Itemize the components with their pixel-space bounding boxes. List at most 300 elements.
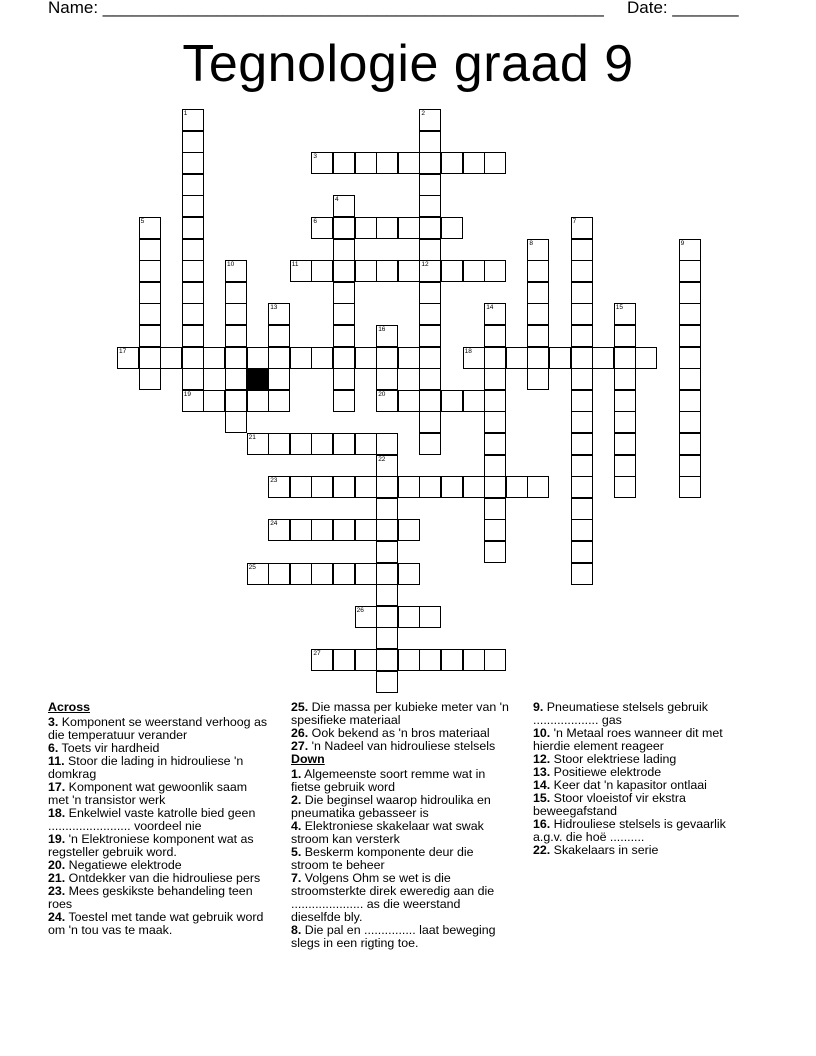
- answer-square[interactable]: [268, 476, 290, 498]
- answer-square[interactable]: [398, 476, 420, 498]
- answer-square[interactable]: [679, 455, 701, 477]
- answer-square[interactable]: [419, 606, 441, 628]
- answer-square[interactable]: [225, 260, 247, 282]
- clue-item: [533, 701, 755, 727]
- answer-square[interactable]: [182, 368, 204, 390]
- answer-square[interactable]: [419, 649, 441, 671]
- answer-square[interactable]: [203, 390, 225, 412]
- clue-number: 10: [227, 261, 235, 269]
- answer-square[interactable]: [484, 390, 506, 412]
- answer-square[interactable]: [376, 152, 398, 174]
- clue-number-label: 27.: [291, 739, 309, 753]
- answer-square[interactable]: [484, 455, 506, 477]
- clue-text: Enkelwiel vaste katrolle bied geen ........................ voordeel nie: [48, 806, 256, 833]
- clue-text: Die beginsel waarop hidroulika en pneumatika gebasseer is: [291, 793, 491, 820]
- clue-item: [533, 792, 755, 818]
- black-square: [247, 368, 269, 390]
- clue-number-label: 25.: [291, 700, 309, 714]
- answer-square[interactable]: [527, 282, 549, 304]
- answer-square[interactable]: [398, 519, 420, 541]
- answer-square[interactable]: [376, 606, 398, 628]
- clue-number-label: 15.: [533, 791, 551, 805]
- answer-square[interactable]: [268, 433, 290, 455]
- answer-square[interactable]: [571, 368, 593, 390]
- clue-number: 19: [183, 390, 192, 398]
- clue-number: 2: [421, 110, 426, 117]
- answer-square[interactable]: [139, 282, 161, 304]
- answer-square[interactable]: [398, 152, 420, 174]
- clue-number: 12: [421, 261, 429, 269]
- answer-square[interactable]: [376, 476, 398, 498]
- answer-square[interactable]: [679, 368, 701, 390]
- answer-square[interactable]: [355, 519, 377, 541]
- answer-square[interactable]: [311, 260, 333, 282]
- clue-text: 'n Elektroniese komponent wat as regsteller gebruik word.: [48, 832, 254, 859]
- clue-number: 16: [378, 326, 386, 333]
- answer-square[interactable]: [139, 217, 161, 239]
- clue-number: 11: [291, 261, 299, 269]
- answer-square[interactable]: [614, 433, 636, 455]
- answer-square[interactable]: [355, 152, 377, 174]
- answer-square[interactable]: [614, 476, 636, 498]
- clue-number: 25: [248, 563, 256, 571]
- clue-item: [291, 768, 513, 794]
- clue-number: 21: [248, 434, 256, 441]
- answer-square[interactable]: [527, 325, 549, 347]
- clue-section-heading: Down: [291, 752, 325, 766]
- answer-square[interactable]: [376, 649, 398, 671]
- answer-square[interactable]: [571, 217, 593, 239]
- answer-square[interactable]: [419, 476, 441, 498]
- answer-square[interactable]: [160, 347, 182, 369]
- answer-square[interactable]: [376, 217, 398, 239]
- answer-square[interactable]: [571, 563, 593, 585]
- answer-square[interactable]: [225, 368, 247, 390]
- answer-square[interactable]: [333, 303, 355, 325]
- answer-square[interactable]: [419, 195, 441, 217]
- clue-text: 'n Metaal roes wanneer dit met hierdie element reageer: [533, 726, 723, 753]
- answer-square[interactable]: [333, 217, 355, 239]
- clue-number: 4: [335, 196, 339, 204]
- answer-square[interactable]: [571, 476, 593, 498]
- clue-number: 26: [356, 606, 364, 614]
- answer-square[interactable]: [571, 390, 593, 412]
- answer-square[interactable]: [268, 303, 290, 325]
- answer-square[interactable]: [333, 649, 355, 671]
- answer-square[interactable]: [419, 260, 441, 282]
- clue-text: Hidrouliese stelsels is gevaarlik a.g.v. die hoë ..........: [533, 817, 726, 844]
- answer-square[interactable]: [419, 411, 441, 433]
- answer-square[interactable]: [484, 368, 506, 390]
- clue-column-2: [291, 701, 513, 950]
- answer-square[interactable]: [268, 368, 290, 390]
- answer-square[interactable]: [355, 260, 377, 282]
- clue-number-label: 3.: [48, 715, 59, 729]
- clue-text: Toets vir hardheid: [58, 741, 160, 755]
- clue-text: Stoor vloeistof vir ekstra beweegafstand: [533, 791, 686, 818]
- clue-item: [533, 727, 755, 753]
- answer-square[interactable]: [441, 260, 463, 282]
- answer-square[interactable]: [311, 519, 333, 541]
- answer-square[interactable]: [182, 131, 204, 153]
- answer-square[interactable]: [484, 498, 506, 520]
- answer-square[interactable]: [290, 519, 312, 541]
- answer-square[interactable]: [571, 498, 593, 520]
- answer-square[interactable]: [333, 563, 355, 585]
- answer-square[interactable]: [333, 239, 355, 261]
- answer-square[interactable]: [527, 368, 549, 390]
- answer-square[interactable]: [484, 303, 506, 325]
- answer-square[interactable]: [311, 563, 333, 585]
- answer-square[interactable]: [614, 347, 636, 369]
- answer-square[interactable]: [484, 649, 506, 671]
- answer-square[interactable]: [419, 368, 441, 390]
- answer-square[interactable]: [290, 347, 312, 369]
- answer-square[interactable]: [182, 303, 204, 325]
- clue-item: [291, 846, 513, 872]
- clue-number: 27: [313, 650, 321, 657]
- answer-square[interactable]: [571, 260, 593, 282]
- clue-number-label: 1.: [291, 767, 302, 781]
- answer-square[interactable]: [355, 563, 377, 585]
- answer-square[interactable]: [225, 303, 247, 325]
- clue-number-label: 16.: [533, 817, 551, 831]
- answer-square[interactable]: [679, 325, 701, 347]
- answer-square[interactable]: [419, 390, 441, 412]
- answer-square[interactable]: [376, 260, 398, 282]
- answer-square[interactable]: [484, 541, 506, 563]
- answer-square[interactable]: [182, 174, 204, 196]
- answer-square[interactable]: [614, 390, 636, 412]
- answer-square[interactable]: [419, 347, 441, 369]
- answer-square[interactable]: [441, 476, 463, 498]
- name-field-label: Name: _____________________________________________________: [48, 0, 604, 17]
- answer-square[interactable]: [484, 476, 506, 498]
- clue-number-label: 5.: [291, 845, 302, 859]
- answer-square[interactable]: [484, 152, 506, 174]
- answer-square[interactable]: [247, 347, 269, 369]
- answer-square[interactable]: [182, 239, 204, 261]
- answer-square[interactable]: [182, 195, 204, 217]
- answer-square[interactable]: [311, 649, 333, 671]
- answer-square[interactable]: [376, 325, 398, 347]
- answer-square[interactable]: [463, 347, 485, 369]
- answer-square[interactable]: [225, 282, 247, 304]
- answer-square[interactable]: [311, 152, 333, 174]
- answer-square[interactable]: [441, 649, 463, 671]
- clue-text: 'n Nadeel van hidrouliese stelsels: [308, 739, 496, 753]
- answer-square[interactable]: [635, 347, 657, 369]
- clue-number-label: 10.: [533, 726, 551, 740]
- answer-square[interactable]: [268, 519, 290, 541]
- answer-square[interactable]: [355, 476, 377, 498]
- clue-number-label: 26.: [291, 726, 309, 740]
- answer-square[interactable]: [139, 303, 161, 325]
- clue-item: [533, 818, 755, 844]
- answer-square[interactable]: [225, 347, 247, 369]
- clue-number: 5: [140, 218, 145, 225]
- page-title: Tegnologie graad 9: [182, 35, 634, 93]
- answer-square[interactable]: [355, 217, 377, 239]
- answer-square[interactable]: [247, 433, 269, 455]
- answer-square[interactable]: [419, 152, 441, 174]
- clue-number: 1: [183, 110, 188, 117]
- clue-text: Beskerm komponente deur die stroom te beheer: [291, 845, 474, 872]
- answer-square[interactable]: [484, 411, 506, 433]
- answer-square[interactable]: [484, 260, 506, 282]
- answer-square[interactable]: [333, 390, 355, 412]
- clue-text: Komponent wat gewoonlik saam met 'n transistor werk: [48, 780, 248, 807]
- clue-number: 18: [464, 347, 472, 355]
- answer-square[interactable]: [679, 390, 701, 412]
- clue-number: 23: [270, 477, 278, 485]
- answer-square[interactable]: [549, 347, 571, 369]
- answer-square[interactable]: [484, 519, 506, 541]
- clue-number-label: 4.: [291, 819, 302, 833]
- answer-square[interactable]: [376, 519, 398, 541]
- answer-square[interactable]: [268, 390, 290, 412]
- answer-square[interactable]: [182, 390, 204, 412]
- clue-text: Stoor elektriese lading: [550, 752, 677, 766]
- clue-number-label: 12.: [533, 752, 551, 766]
- clue-text: Volgens Ohm se wet is die stroomsterkte direk eweredig aan die ..................... as die weerstand dieselfde bly.: [291, 871, 495, 924]
- clue-number: 22: [378, 455, 386, 463]
- clue-text: Pneumatiese stelsels gebruik ................... gas: [533, 700, 708, 727]
- answer-square[interactable]: [376, 390, 398, 412]
- clue-text: Negatiewe elektrode: [65, 858, 182, 872]
- clue-column-3: [533, 701, 755, 857]
- clue-text: Mees geskikste behandeling teen roes: [48, 884, 253, 911]
- answer-square[interactable]: [398, 347, 420, 369]
- answer-square[interactable]: [398, 606, 420, 628]
- clue-number-label: 14.: [533, 778, 551, 792]
- answer-square[interactable]: [614, 455, 636, 477]
- clue-text: Die massa per kubieke meter van 'n spesifieke materiaal: [291, 700, 509, 727]
- answer-square[interactable]: [571, 239, 593, 261]
- answer-square[interactable]: [139, 368, 161, 390]
- answer-square[interactable]: [290, 260, 312, 282]
- answer-square[interactable]: [679, 433, 701, 455]
- answer-square[interactable]: [182, 152, 204, 174]
- clue-item: [291, 924, 513, 950]
- clue-number-label: 23.: [48, 884, 66, 898]
- answer-square[interactable]: [679, 303, 701, 325]
- answer-square[interactable]: [333, 260, 355, 282]
- answer-square[interactable]: [571, 411, 593, 433]
- answer-square[interactable]: [333, 195, 355, 217]
- answer-square[interactable]: [571, 282, 593, 304]
- answer-square[interactable]: [441, 217, 463, 239]
- answer-square[interactable]: [376, 563, 398, 585]
- answer-square[interactable]: [182, 109, 204, 131]
- answer-square[interactable]: [571, 455, 593, 477]
- clue-text: Ook bekend as 'n bros materiaal: [308, 726, 490, 740]
- answer-square[interactable]: [527, 260, 549, 282]
- answer-square[interactable]: [247, 390, 269, 412]
- answer-square[interactable]: [398, 390, 420, 412]
- clue-number-label: 20.: [48, 858, 66, 872]
- answer-square[interactable]: [225, 325, 247, 347]
- answer-square[interactable]: [203, 347, 225, 369]
- clue-number: 8: [529, 239, 534, 247]
- answer-square[interactable]: [398, 649, 420, 671]
- answer-square[interactable]: [527, 303, 549, 325]
- answer-square[interactable]: [182, 347, 204, 369]
- clue-text: Elektroniese skakelaar wat swak stroom kan versterk: [291, 819, 484, 846]
- answer-square[interactable]: [290, 433, 312, 455]
- answer-square[interactable]: [139, 347, 161, 369]
- clue-item: [291, 872, 513, 924]
- clue-text: Positiewe elektrode: [550, 765, 662, 779]
- answer-square[interactable]: [463, 260, 485, 282]
- answer-square[interactable]: [182, 282, 204, 304]
- answer-square[interactable]: [247, 563, 269, 585]
- answer-square[interactable]: [311, 217, 333, 239]
- answer-square[interactable]: [463, 152, 485, 174]
- answer-square[interactable]: [484, 433, 506, 455]
- answer-square[interactable]: [376, 433, 398, 455]
- answer-square[interactable]: [376, 671, 398, 693]
- answer-square[interactable]: [506, 476, 528, 498]
- answer-square[interactable]: [506, 347, 528, 369]
- answer-square[interactable]: [398, 260, 420, 282]
- answer-square[interactable]: [139, 325, 161, 347]
- answer-square[interactable]: [333, 476, 355, 498]
- clue-number-label: 8.: [291, 923, 302, 937]
- answer-square[interactable]: [571, 519, 593, 541]
- clue-text: Ontdekker van die hidrouliese pers: [65, 871, 261, 885]
- answer-square[interactable]: [571, 433, 593, 455]
- clue-number: 6: [313, 218, 318, 225]
- answer-square[interactable]: [333, 282, 355, 304]
- answer-square[interactable]: [571, 541, 593, 563]
- clue-number: 14: [486, 304, 494, 312]
- answer-square[interactable]: [419, 109, 441, 131]
- clue-item: [291, 701, 513, 727]
- answer-square[interactable]: [355, 347, 377, 369]
- answer-square[interactable]: [592, 347, 614, 369]
- clue-item: [48, 911, 270, 937]
- answer-square[interactable]: [484, 347, 506, 369]
- answer-square[interactable]: [419, 174, 441, 196]
- answer-square[interactable]: [571, 347, 593, 369]
- clue-number-label: 9.: [533, 700, 544, 714]
- answer-square[interactable]: [139, 239, 161, 261]
- answer-square[interactable]: [355, 649, 377, 671]
- answer-square[interactable]: [182, 260, 204, 282]
- clue-item: [48, 781, 270, 807]
- answer-square[interactable]: [571, 325, 593, 347]
- answer-square[interactable]: [679, 239, 701, 261]
- answer-square[interactable]: [333, 368, 355, 390]
- answer-square[interactable]: [614, 411, 636, 433]
- answer-square[interactable]: [268, 563, 290, 585]
- answer-square[interactable]: [333, 325, 355, 347]
- answer-square[interactable]: [419, 131, 441, 153]
- clue-number-label: 19.: [48, 832, 66, 846]
- clue-text: Stoor die lading in hidrouliese 'n domkrag: [48, 754, 244, 781]
- answer-square[interactable]: [419, 217, 441, 239]
- answer-square[interactable]: [376, 584, 398, 606]
- answer-square[interactable]: [527, 347, 549, 369]
- clue-number-label: 2.: [291, 793, 302, 807]
- answer-square[interactable]: [679, 260, 701, 282]
- answer-square[interactable]: [139, 260, 161, 282]
- clue-item: [533, 844, 755, 857]
- answer-square[interactable]: [376, 455, 398, 477]
- answer-square[interactable]: [333, 433, 355, 455]
- answer-square[interactable]: [463, 476, 485, 498]
- answer-square[interactable]: [290, 476, 312, 498]
- answer-square[interactable]: [419, 282, 441, 304]
- clue-item: [291, 820, 513, 846]
- answer-square[interactable]: [268, 325, 290, 347]
- answer-square[interactable]: [679, 282, 701, 304]
- answer-square[interactable]: [182, 325, 204, 347]
- answer-square[interactable]: [117, 347, 139, 369]
- answer-square[interactable]: [376, 368, 398, 390]
- answer-square[interactable]: [355, 606, 377, 628]
- answer-square[interactable]: [527, 476, 549, 498]
- clue-number-label: 21.: [48, 871, 66, 885]
- answer-square[interactable]: [333, 152, 355, 174]
- answer-square[interactable]: [225, 411, 247, 433]
- answer-square[interactable]: [527, 239, 549, 261]
- answer-square[interactable]: [398, 563, 420, 585]
- answer-square[interactable]: [419, 239, 441, 261]
- answer-square[interactable]: [376, 627, 398, 649]
- answer-square[interactable]: [419, 433, 441, 455]
- answer-square[interactable]: [355, 433, 377, 455]
- answer-square[interactable]: [614, 368, 636, 390]
- answer-square[interactable]: [463, 390, 485, 412]
- answer-square[interactable]: [290, 563, 312, 585]
- answer-square[interactable]: [311, 476, 333, 498]
- clue-text: Komponent se weerstand verhoog as die temperatuur verander: [48, 715, 268, 742]
- answer-square[interactable]: [571, 303, 593, 325]
- answer-square[interactable]: [679, 411, 701, 433]
- answer-square[interactable]: [376, 541, 398, 563]
- answer-square[interactable]: [333, 519, 355, 541]
- clue-number-label: 22.: [533, 843, 551, 857]
- answer-square[interactable]: [225, 390, 247, 412]
- answer-square[interactable]: [463, 649, 485, 671]
- answer-square[interactable]: [484, 325, 506, 347]
- answer-square[interactable]: [679, 347, 701, 369]
- answer-square[interactable]: [311, 347, 333, 369]
- clue-number: 24: [270, 520, 278, 528]
- answer-square[interactable]: [182, 217, 204, 239]
- clue-column-1: [48, 701, 270, 937]
- clue-number-label: 18.: [48, 806, 66, 820]
- answer-square[interactable]: [376, 498, 398, 520]
- answer-square[interactable]: [376, 347, 398, 369]
- answer-square[interactable]: [268, 347, 290, 369]
- answer-square[interactable]: [398, 217, 420, 239]
- answer-square[interactable]: [419, 303, 441, 325]
- clue-item: [291, 794, 513, 820]
- answer-square[interactable]: [679, 476, 701, 498]
- clue-number-label: 17.: [48, 780, 66, 794]
- answer-square[interactable]: [419, 325, 441, 347]
- answer-square[interactable]: [333, 347, 355, 369]
- answer-square[interactable]: [441, 152, 463, 174]
- answer-square[interactable]: [441, 390, 463, 412]
- clue-item: [48, 885, 270, 911]
- answer-square[interactable]: [614, 303, 636, 325]
- answer-square[interactable]: [311, 433, 333, 455]
- answer-square[interactable]: [614, 325, 636, 347]
